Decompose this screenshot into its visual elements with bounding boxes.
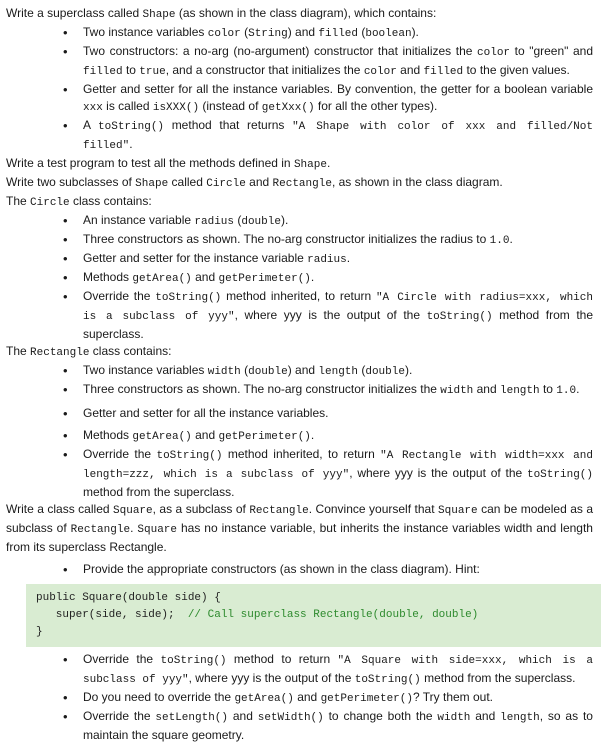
text: to the given values.: [463, 63, 570, 77]
text: (: [358, 363, 366, 377]
text: super(side, side);: [36, 609, 188, 621]
text: , as a subclass of: [152, 502, 250, 516]
text: Methods: [83, 270, 133, 284]
code-text: getArea(): [132, 431, 192, 443]
code-text: getXxx(): [261, 102, 315, 114]
text: method inherited, to return: [222, 447, 381, 461]
list-item: [83, 381, 607, 400]
text: . Convince yourself that: [308, 502, 439, 516]
text: , where: [234, 308, 284, 322]
text: .: [310, 428, 315, 442]
text: method inherited, to return: [221, 289, 376, 303]
code-text: length: [500, 712, 540, 724]
code-line: [36, 607, 595, 624]
text: Getter and setter for all the instance variables. By convention, the getter for a boolean variable: [83, 82, 593, 96]
code-comment: // Call superclass Rectangle(double, double): [187, 609, 479, 621]
list-item: [83, 250, 607, 269]
code-text: "A Rectangle with width=xxx and length=zzz, which is a subclass of yyy": [83, 450, 593, 481]
text: is called: [102, 99, 153, 113]
text: called: [168, 175, 207, 189]
subclass-paragraph: [6, 174, 607, 193]
text: (instead of: [199, 99, 262, 113]
code-text: color: [477, 47, 511, 59]
text: ).: [404, 363, 413, 377]
text: and: [228, 709, 258, 723]
text: Write a superclass called: [6, 6, 143, 20]
code-text: 1.0: [489, 235, 510, 247]
text: and: [396, 63, 424, 77]
code-text: Square: [113, 505, 153, 517]
list-item: [83, 561, 607, 578]
code-text: color: [363, 66, 397, 78]
code-text: getArea(): [132, 273, 192, 285]
text: is the output of the: [301, 308, 427, 322]
list-item: [83, 708, 607, 744]
circle-list: [6, 212, 607, 343]
text: (: [240, 25, 249, 39]
list-item: [83, 405, 607, 422]
code-text: isXXX(): [152, 102, 200, 114]
list-item: [83, 24, 607, 43]
code-text: setWidth(): [257, 712, 324, 724]
code-text: boolean: [365, 28, 412, 40]
code-text: String: [248, 28, 288, 40]
text: .: [346, 251, 351, 265]
list-item: [83, 117, 607, 155]
text: Methods: [83, 428, 133, 442]
list-item: [83, 362, 607, 381]
code-text: 1.0: [556, 385, 577, 397]
code-text: Shape: [135, 178, 169, 190]
text: ) and: [287, 25, 319, 39]
text: Three constructors as shown. The no-arg constructor initializes the: [83, 382, 441, 396]
code-text: Rectangle: [30, 347, 90, 359]
text: Write two subclasses of: [6, 175, 136, 189]
text: and: [191, 270, 219, 284]
code-text: getPerimeter(): [218, 273, 311, 285]
text: ).: [411, 25, 419, 39]
text: Write a class called: [6, 502, 114, 516]
text: method that returns: [164, 118, 293, 132]
text: yyy: [283, 308, 302, 322]
code-text: toString(): [156, 450, 223, 462]
text: , where: [349, 466, 395, 480]
code-text: color: [207, 28, 241, 40]
text: class contains:: [89, 344, 172, 358]
code-text: double: [241, 216, 281, 228]
rectangle-heading: [6, 343, 607, 362]
code-text: filled: [83, 66, 123, 78]
square-paragraph: [6, 501, 607, 556]
text: Write a test program to test all the methods defined in: [6, 156, 294, 170]
text: and: [473, 382, 500, 396]
text: Do you need to override the: [83, 690, 235, 704]
list-item: [83, 269, 607, 288]
code-text: Rectangle: [249, 505, 309, 517]
text: , where: [188, 671, 232, 685]
square-list: [6, 561, 607, 578]
code-text: getArea(): [234, 693, 294, 705]
code-text: Shape: [293, 159, 327, 171]
code-text: Square: [137, 524, 177, 536]
text: Two constructors: a no-arg (no-argument) constructor that initializes the: [83, 44, 478, 58]
text: .: [576, 382, 580, 396]
text: for all the other types).: [314, 99, 438, 113]
code-line: public Square(double side) {: [36, 592, 221, 604]
text: The: [6, 344, 31, 358]
text: Two instance variables: [83, 25, 208, 39]
list-item: [83, 81, 607, 117]
code-block: [26, 584, 601, 647]
rectangle-list: [6, 362, 607, 501]
text: .: [509, 232, 513, 246]
text: (: [358, 25, 366, 39]
text: (: [240, 363, 249, 377]
shape-list: [6, 24, 607, 155]
code-text: "A Square with side=xxx, which is a subclass of yyy": [83, 655, 593, 686]
code-text: width: [207, 366, 241, 378]
list-item: [83, 288, 607, 343]
text: Three constructors as shown. The no-arg constructor initializes the radius to: [83, 232, 490, 246]
text: , so as to maintain the square geometry.: [83, 709, 593, 742]
circle-heading: [6, 193, 607, 212]
text: to: [539, 382, 557, 396]
code-text: Circle: [30, 197, 70, 209]
text: and: [191, 428, 219, 442]
text: yyy: [231, 671, 250, 685]
text: Override the: [83, 652, 161, 666]
square-list-2: [6, 651, 607, 744]
code-text: toString(): [155, 292, 222, 304]
code-text: setLength(): [155, 712, 229, 724]
text: yyy: [394, 466, 413, 480]
list-item: [83, 231, 607, 250]
code-text: getPerimeter(): [218, 431, 311, 443]
text: and: [293, 690, 321, 704]
code-text: toString(): [354, 674, 421, 686]
code-text: "A Shape with color of xxx and filled/Not filled": [83, 121, 593, 152]
code-text: length: [318, 366, 358, 378]
text: ) and: [287, 363, 319, 377]
list-item: [83, 212, 607, 231]
text: class contains:: [69, 194, 152, 208]
text: An instance variable: [83, 213, 195, 227]
text: .: [326, 156, 331, 170]
text: method to return: [226, 652, 338, 666]
text: and: [245, 175, 273, 189]
code-text: Rectangle: [70, 524, 131, 536]
text: A: [83, 118, 99, 132]
code-text: length: [500, 385, 540, 397]
text: to "green" and: [510, 44, 593, 58]
code-text: "A Circle with radius=xxx, which is a subclass of yyy": [83, 292, 593, 323]
text: method from the superclass.: [83, 308, 594, 341]
text: (: [234, 213, 242, 227]
code-text: toString(): [526, 469, 593, 481]
text: Override the: [83, 289, 156, 303]
code-text: xxx: [83, 102, 103, 114]
intro-paragraph: [6, 5, 607, 24]
text: .: [129, 137, 133, 151]
text: .: [130, 521, 138, 535]
code-text: radius: [194, 216, 235, 228]
code-text: Rectangle: [272, 178, 332, 190]
text: can be modeled as a subclass of: [6, 502, 594, 535]
list-item: [83, 651, 607, 689]
list-item: [83, 427, 607, 446]
text: Override the: [83, 447, 157, 461]
code-text: double: [365, 366, 405, 378]
text: Override the: [83, 709, 156, 723]
text: Two instance variables: [83, 363, 208, 377]
text: , and a constructor that initializes the: [165, 63, 364, 77]
text: is the output of the: [412, 466, 527, 480]
text: has no instance variable, but inherits the instance variables width and length from its superclass Rectangle.: [6, 521, 593, 554]
list-item: [83, 43, 607, 81]
text: and: [470, 709, 501, 723]
code-text: toString(): [98, 121, 165, 133]
text: Getter and setter for the instance variable: [83, 251, 308, 265]
text: Getter and setter for all the instance variables.: [83, 406, 329, 420]
test-paragraph: [6, 155, 607, 174]
code-text: radius: [307, 254, 347, 266]
code-text: true: [139, 66, 166, 78]
text: method from the superclass.: [83, 485, 235, 499]
code-text: Square: [438, 505, 478, 517]
text: (as shown in the class diagram), which contains:: [175, 6, 437, 20]
code-text: filled: [318, 28, 358, 40]
text: to change both the: [323, 709, 438, 723]
code-text: getPerimeter(): [320, 693, 413, 705]
text: is the output of the: [249, 671, 355, 685]
text: ).: [280, 213, 289, 227]
code-line: }: [36, 626, 43, 638]
text: Provide the appropriate constructors (as shown in the class diagram). Hint:: [83, 562, 480, 576]
text: method from the superclass.: [420, 671, 576, 685]
code-text: width: [440, 385, 474, 397]
list-item: [83, 446, 607, 501]
text: .: [310, 270, 315, 284]
text: , as shown in the class diagram.: [331, 175, 503, 189]
text: The: [6, 194, 31, 208]
list-item: [83, 689, 607, 708]
code-text: toString(): [426, 311, 493, 323]
code-text: toString(): [160, 655, 227, 667]
code-text: filled: [423, 66, 464, 78]
code-text: double: [248, 366, 288, 378]
text: ? Try them out.: [412, 690, 494, 704]
text: to: [122, 63, 140, 77]
code-text: Circle: [206, 178, 246, 190]
code-text: Shape: [142, 9, 176, 21]
code-text: width: [437, 712, 471, 724]
